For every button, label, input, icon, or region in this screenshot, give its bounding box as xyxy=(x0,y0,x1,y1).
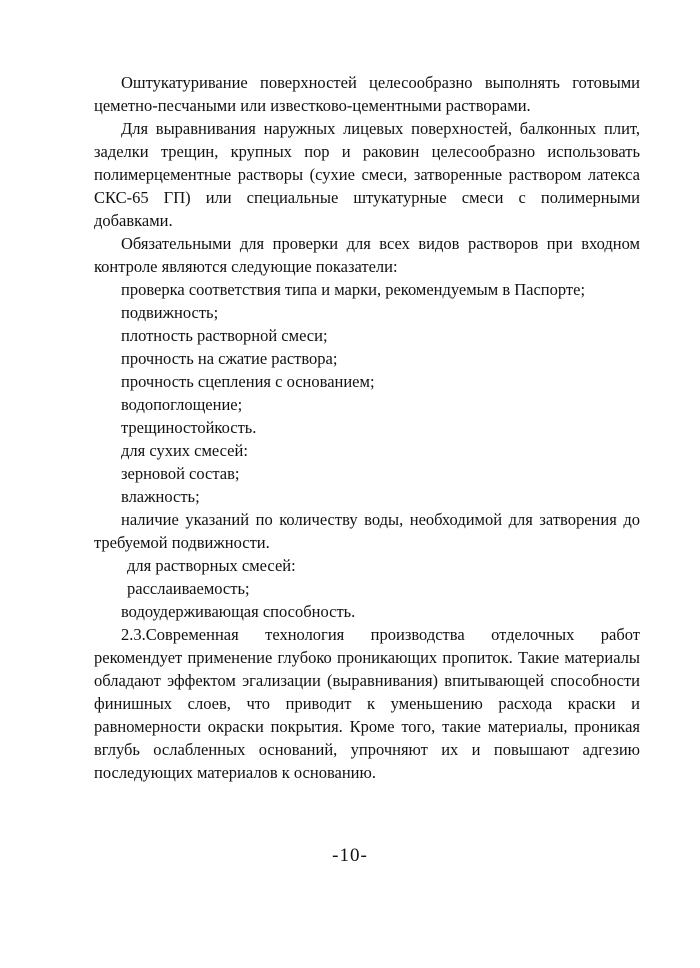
list-item: прочность на сжатие раствора; xyxy=(121,349,338,368)
list-item: зерновой состав; xyxy=(121,464,240,483)
list-item: прочность сцепления с основанием; xyxy=(121,372,375,391)
list-item: водопоглощение; xyxy=(121,395,243,414)
page-number: -10- xyxy=(332,845,368,866)
paragraph-section-2-3: 2.3.Современная технология производства отделочных работ рекомендует применение глубоко проникающих пропиток. Такие материалы обладают эффектом эгализации (выравнивания) впитывающей способности финишных слоев, что приводит к уменьшению расхода краски и равномерности окраски покрытия. Кроме того, такие материалы, проникая вглубь ослабленных оснований, упрочняют их и повышают адгезию последующих материалов к основанию. xyxy=(94,625,640,782)
paragraph-plastering: Оштукатуривание поверхностей целесообразно выполнять готовыми цеметно-песчаными или известково-цементными растворами. xyxy=(94,73,640,115)
body-text xyxy=(94,71,640,784)
list-item: подвижность; xyxy=(121,303,219,322)
list-item: расслаиваемость; xyxy=(127,579,250,598)
list-item: влажность; xyxy=(121,487,200,506)
list-item: трещиностойкость. xyxy=(121,418,257,437)
list-item: для сухих смесей: xyxy=(121,441,248,460)
list-item: наличие указаний по количеству воды, необходимой для затворения до требуемой подвижности. xyxy=(94,510,640,552)
paragraph-inspection: Обязательными для проверки для всех видов растворов при входном контроле являются следующие показатели: xyxy=(94,234,640,276)
list-item: для растворных смесей: xyxy=(127,556,296,575)
list-item: плотность растворной смеси; xyxy=(121,326,328,345)
list-item: проверка соответствия типа и марки, рекомендуемым в Паспорте; xyxy=(121,280,586,299)
list-item: водоудерживающая способность. xyxy=(121,602,356,621)
paragraph-leveling: Для выравнивания наружных лицевых поверхностей, балконных плит, заделки трещин, крупных пор и раковин целесообразно использовать полимерцементные растворы (сухие смеси, затворенные раствором латекса СКС-65 ГП) или специальные штукатурные смеси с полимерными добавками. xyxy=(94,119,640,230)
